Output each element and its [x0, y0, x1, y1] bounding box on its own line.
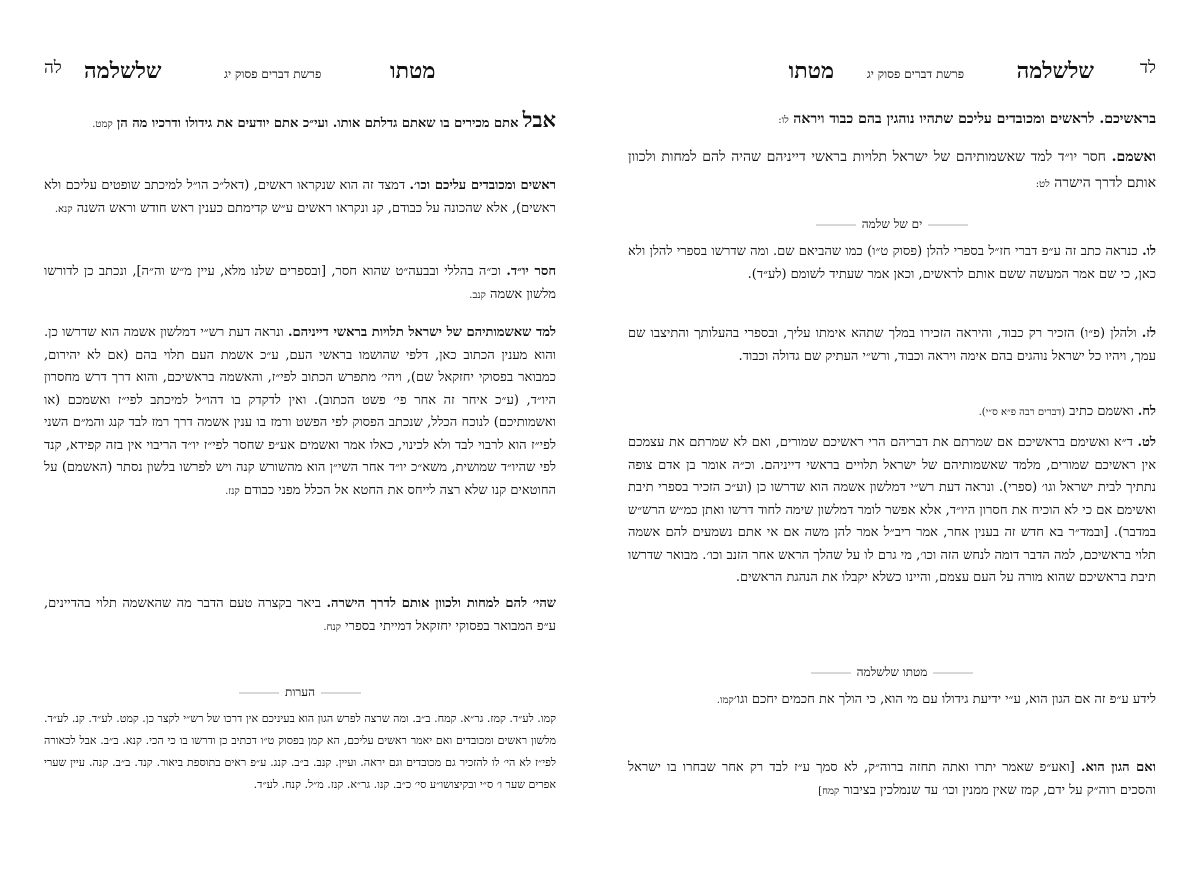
comment-block	[44, 260, 556, 307]
text-block	[628, 144, 1156, 198]
comment-ref: (דברים רבה פ״א ס״י).	[978, 407, 1066, 418]
comment-ref: קמט.	[92, 119, 113, 130]
comment-block	[44, 174, 556, 221]
closing-ref: קמח]	[818, 786, 840, 797]
comment-text: אתם מכירים בו שאתם גדלתם אותו. ועי״כ אתם יודעים את גידולו ודרכיו מה הן	[116, 116, 519, 131]
comment-lead: למד שאשמותיהם של ישראל תלויות בראשי דייניהם.	[287, 325, 557, 340]
running-title-2: מטתו	[788, 58, 834, 84]
comment-lead: לז.	[1141, 326, 1156, 341]
comment-lead: לח.	[1137, 404, 1156, 419]
divider-label: ים של שלמה	[861, 217, 923, 231]
text-block	[628, 106, 1156, 134]
para1-ref: לו:	[778, 115, 789, 126]
comment-text: וכ״ה בהללי ובבעה״ט שהוא חסר, [ובספרים שלנו מלא, עיין מ״ש וה״ה], ונכתב כן לדורשו מלשון אשמה	[44, 264, 556, 302]
comment-block	[628, 432, 1156, 590]
comment-block	[628, 240, 1156, 286]
comment-text: כנראה כתב זה ע״פ דברי חז״ל בספרי להלן (פסוק ט״ו) כמו שהביאם שם. ומה שדרשו בספרי להלן ולא כאן, כי שם אמר המעשה ששם אותם לראשים, וכאן אמר שעתיד לשומם (לע״ד).	[628, 244, 1156, 282]
text-block	[628, 688, 1156, 712]
comment-lead: ראשים ומכובדים עליכם וכו׳.	[409, 178, 556, 193]
comment-lead: לו.	[1142, 244, 1156, 259]
comment-lead: לט.	[1137, 435, 1156, 450]
text-block	[628, 756, 1156, 803]
comment-lead: שהי׳ להם למחות ולכוון אותם לדרך הישרה.	[326, 596, 556, 611]
running-subtitle: פרשת דברים פסוק יג	[866, 67, 964, 81]
page-header	[44, 58, 556, 88]
running-title: שלשלמה	[1016, 58, 1094, 84]
divider-label: מטתו שלשלמה	[856, 665, 928, 679]
para2-lead: ואשמם.	[1111, 149, 1157, 165]
comment-block	[44, 322, 556, 503]
comment-ref: קנא.	[54, 204, 73, 215]
para1-text: בראשיכם. לראשים ומכובדים עליכם שתהיו נוהגין בהם כבוד ויראה	[793, 111, 1156, 127]
comment-lead: אבל	[522, 107, 556, 132]
closing-lead: ואם הגון הוא.	[1081, 760, 1156, 775]
left-page	[44, 0, 556, 876]
comment-block	[44, 592, 556, 639]
closing-text: [ואע״פ שאמר יתרו ואתה תחזה ברוה״ק, לא סמך ע״ז לבד רק אחר שבחרו בו ישראל והסכים רוה״ק על ידם, קמז שאין ממנין וכו׳ עד שנמלכין בציבור	[628, 760, 1156, 798]
section-divider	[628, 665, 1156, 685]
comment-lead: חסר יו״ד.	[506, 264, 557, 279]
comment-ref: קנח.	[323, 622, 342, 633]
comment-text: ואשמם כתיב	[1069, 404, 1134, 419]
comment-text: ולהלן (פ״ו) הזכיר רק כבוד, והיראה הזכירו במלך שתהא אימתו עליך, ובספרי בהעלותך והתיצבו שם עמך, ויהיו כל ישראל נוהגים בהם אימה ויראה וכבוד, ורש״י העתיק שם גדולה וכבוד.	[628, 326, 1156, 364]
comment-text: ד״א ואשימם בראשיכם אם שמרתם את דבריהם הרי ראשיכם שמורים, ואם לא שמרתם את עצמכם אין ראשיכם שמורים, מלמד שאשמותיהם של ישראל תלויים בראשי דייניהם. וכ״ה אומר בן אדם צופה נתתיך לבית ישראל וגו׳ (ספרי). ונראה דעת רש״י דמלשון אשמה הוא שדרשו כן (וע״כ הזכיר בספרי תיבת ואשימם אם כי לא הוכיח את חסרון היו״ד, אלא אפשר לומר דמלשון שימה לחוד דרשו ואתן כמ״ש הרש״ש במדבר). [ובמד״ר בא חדש זה בענין אחר, אמר ריב״ל אמר להן משה אם אי אתם נשמעים להם אשמה תלוי בראשיכם, למה הדבר דומה לנחש הזה וכו׳, מי גרם לו על שהלך הראש אחר הזנב וכו׳. מבואר שדרשו תיבת בראשיכם שהוא מורה על העם עצמם, והיינו כשלא יקבלו את הנהגת הראשים.	[628, 435, 1156, 585]
comment-text: דמצד זה הוא שנקראו ראשים, (דאל״כ הו״ל למיכתב שופטים עליכם ולא ראשים), אלא שהכונה על כבודם, קנ ונקראו ראשים ע״ש קדימתם כענין ראש חודש וראש השנה	[44, 178, 556, 216]
comment-text: ביאר בקצרה טעם הדבר מה שהאשמה תלוי בהדיינים, ע״פ המבואר בפסוקי יחזקאל דמייתי בספרי	[44, 596, 556, 634]
page-header	[628, 58, 1156, 88]
right-page	[628, 0, 1156, 876]
comment-block	[628, 400, 1156, 424]
para2-text: חסר יו״ד למד שאשמותיהם של ישראל תלויות בראשי דייניהם שהיה להם למחות ולכוון אותם לדרך הישרה	[628, 149, 1156, 191]
notes-heading: הערות	[285, 685, 315, 699]
notes-divider	[44, 685, 556, 705]
running-title: שלשלמה	[84, 58, 162, 84]
running-title-2: מטתו	[390, 58, 436, 84]
section-divider	[628, 217, 1156, 237]
closing-ref: קמו.	[716, 695, 734, 706]
comment-block	[44, 108, 556, 136]
page-number: לד	[1139, 58, 1156, 78]
comment-text: ונראה דעת רש״י דמלשון אשמה הוא שדרשו כן. והוא מענין הכתוב כאן, דלפי שהושמו בראשי העם, ע״כ אשמת העם תלוי בהם (אם לא יהירום, כמבואר בפסוקי יחזקאל שם), ויהי׳ מתפרש הכתוב לפי״ז, והאשמה בראשיכם, והוא דרך דרש מחסרון היו״ד, (ע״כ איחר זה אחר פי׳ פשט הכתוב). ואין לדקדק בו דהו״ל למיכתב לפי״ז ואשמכם (או ואשמותיכם) לנוכח הכלל, שנכתב הפסוק לפי הפשט ורמז בו ענין אשמה דרך רמז לבד קנג והמ״ם השני לפי״ז הוא לרבוי לבד ולא לכינוי, כאלו אמר ואשמים אע״פ שחסר לפי״ז יו״ד הריבוי אין בזה קפידא, קנד לפי שהיו״ד שמושית, משא״כ יו״ד אחר השי״ן הוא מהשורש קנה ויש לפרשו בלשון נסתר (האשמם) על החוטאים קנו שלא רצה לייחס את החטא אל הכלל מפני כבודם	[44, 325, 557, 498]
comment-block	[628, 322, 1156, 368]
comment-ref: קנב.	[469, 290, 486, 301]
running-subtitle: פרשת דברים פסוק יג	[224, 67, 322, 81]
footnotes	[44, 708, 556, 796]
comment-ref: קנז.	[225, 485, 240, 497]
closing-text: לידע ע״פ זה אם הגון הוא, ע״י ידיעת גידולו עם מי הוא, כי הולך את חכמים יחכם וגו׳	[733, 692, 1156, 707]
footnotes-text: קמו. לע״ד. קמז. גר״א. קמח. ב״ב. ומה שרצה לפרש הגון הוא בעיניכם אין דרכו של רש״י לקצר כן. קמט. לע״ד. קנ. לע״ד. מלשון ראשים ומכובדים ואם יאמר ראשים עליכם, הא קמן בפסוק ט״ו דכתיב כן ודרשו בו כי הכי. קנא. ב״ב. אבל לכאורה לפי״ז לא הי׳ לו להזכיר גם מכובדים וגם יראה. ועיין. קנב. ב״ב. קנג. ע״פ ראים בתוספת ביאור. קנד. ב״ב. קנה. עיין שערי אפרים שער ו׳ ס״י ובקיצושו״ע סי׳ כ״ב. קנו. גר״א. קנז. מ״ל. קנח. לע״ד.	[44, 712, 556, 791]
para2-ref: לט:	[1035, 179, 1050, 190]
page-number: לה	[44, 58, 62, 78]
